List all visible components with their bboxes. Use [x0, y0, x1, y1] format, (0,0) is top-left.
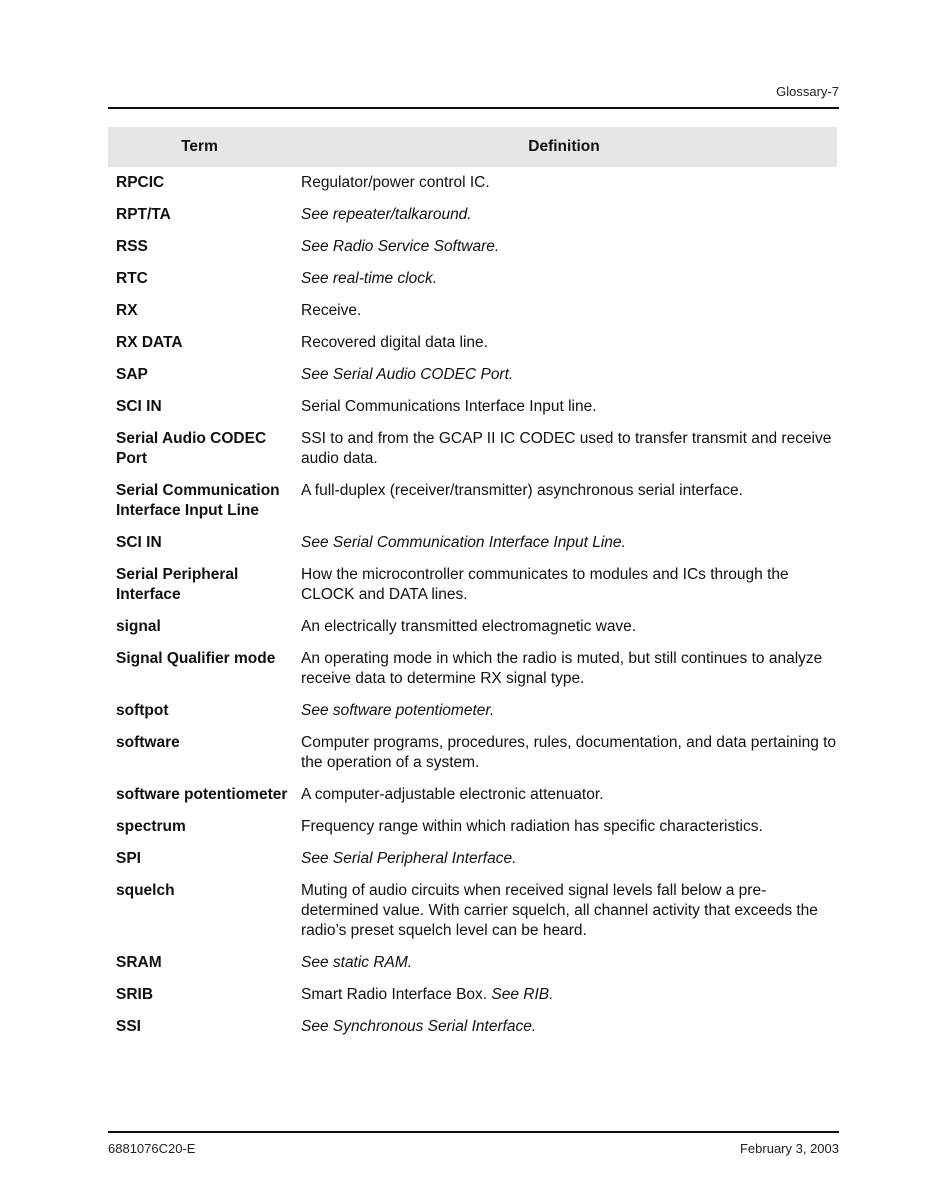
definition	[301, 301, 837, 321]
definition-reference: See Serial Communication Interface Input Line.	[301, 534, 626, 551]
definition-text: Smart Radio Interface Box.	[301, 986, 492, 1003]
glossary-row	[116, 301, 837, 321]
definition-text: Receive.	[301, 302, 362, 319]
term: spectrum	[116, 818, 186, 835]
glossary-row	[116, 365, 837, 385]
definition	[301, 849, 837, 869]
glossary-row	[116, 881, 837, 941]
definition	[301, 785, 837, 805]
glossary-row	[116, 269, 837, 289]
glossary-row	[116, 429, 837, 469]
definition	[301, 1017, 837, 1037]
term: SSI	[116, 1018, 141, 1035]
definition	[301, 205, 837, 225]
glossary-row	[116, 953, 837, 973]
definition	[301, 533, 837, 553]
definition-text: SSI to and from the GCAP II IC CODEC used to transfer transmit and receive audio data.	[301, 430, 832, 467]
definition	[301, 429, 837, 469]
term: SRAM	[116, 954, 162, 971]
glossary-table-body	[116, 173, 837, 1049]
footer-rule	[108, 1131, 839, 1133]
glossary-row	[116, 205, 837, 225]
column-header-term: Term	[181, 138, 218, 155]
glossary-row	[116, 817, 837, 837]
glossary-row	[116, 397, 837, 417]
glossary-row	[116, 481, 837, 521]
glossary-row	[116, 1017, 837, 1037]
publication-date: February 3, 2003	[739, 1141, 839, 1156]
definition	[301, 565, 837, 605]
definition-text: An electrically transmitted electromagnetic wave.	[301, 618, 637, 635]
definition-text: Regulator/power control IC.	[301, 174, 490, 191]
term: Signal Qualifier mode	[116, 650, 276, 667]
definition-reference: See Serial Peripheral Interface.	[301, 850, 517, 867]
definition	[301, 481, 837, 501]
definition-reference: See Serial Audio CODEC Port.	[301, 366, 514, 383]
term: RTC	[116, 270, 148, 287]
term: Serial Peripheral Interface	[116, 566, 239, 603]
definition	[301, 617, 837, 637]
term: SAP	[116, 366, 148, 383]
term: RX	[116, 302, 138, 319]
definition	[301, 365, 837, 385]
definition	[301, 173, 837, 193]
definition	[301, 733, 837, 773]
term: software	[116, 734, 180, 751]
definition-reference: See repeater/talkaround.	[301, 206, 472, 223]
term: Serial Communication Interface Input Line	[116, 482, 280, 519]
definition	[301, 985, 837, 1005]
definition	[301, 701, 837, 721]
definition	[301, 269, 837, 289]
glossary-row	[116, 649, 837, 689]
definition-reference: See software potentiometer.	[301, 702, 495, 719]
glossary-table-header	[108, 127, 837, 167]
definition-reference: See static RAM.	[301, 954, 413, 971]
definition	[301, 817, 837, 837]
definition	[301, 333, 837, 353]
glossary-row	[116, 533, 837, 553]
glossary-row	[116, 237, 837, 257]
definition-reference: See real-time clock.	[301, 270, 438, 287]
glossary-row	[116, 985, 837, 1005]
definition	[301, 953, 837, 973]
column-header-definition: Definition	[528, 138, 600, 155]
definition-reference: See Synchronous Serial Interface.	[301, 1018, 537, 1035]
term: RSS	[116, 238, 148, 255]
definition-text: Recovered digital data line.	[301, 334, 488, 351]
definition-text: Muting of audio circuits when received signal levels fall below a pre-determined value. With carrier squelch, all channel activity that exceeds the radio’s preset squelch level can be heard.	[301, 882, 818, 939]
glossary-row	[116, 173, 837, 193]
definition-text: Computer programs, procedures, rules, documentation, and data pertaining to the operation of a system.	[301, 734, 837, 771]
definition-text: An operating mode in which the radio is muted, but still continues to analyze receive data to determine RX signal type.	[301, 650, 823, 687]
term: RX DATA	[116, 334, 183, 351]
glossary-row	[116, 785, 837, 805]
definition	[301, 237, 837, 257]
term: RPCIC	[116, 174, 165, 191]
term: software potentiometer	[116, 786, 288, 803]
term: SCI IN	[116, 398, 162, 415]
term: softpot	[116, 702, 169, 719]
document-number: 6881076C20-E	[108, 1141, 196, 1156]
glossary-row	[116, 849, 837, 869]
definition	[301, 881, 837, 941]
header-rule	[108, 107, 839, 109]
glossary-row	[116, 565, 837, 605]
term: squelch	[116, 882, 175, 899]
definition-reference: See Radio Service Software.	[301, 238, 500, 255]
definition-text: Frequency range within which radiation has specific characteristics.	[301, 818, 763, 835]
term: SRIB	[116, 986, 154, 1003]
glossary-row	[116, 701, 837, 721]
definition-text: A computer-adjustable electronic attenuator.	[301, 786, 604, 803]
glossary-row	[116, 333, 837, 353]
definition-text: Serial Communications Interface Input line.	[301, 398, 597, 415]
definition-reference: See RIB.	[491, 986, 554, 1003]
glossary-row	[116, 617, 837, 637]
term: SCI IN	[116, 534, 162, 551]
page-label: Glossary-7	[776, 84, 839, 99]
definition	[301, 397, 837, 417]
definition-text: How the microcontroller communicates to modules and ICs through the CLOCK and DATA lines.	[301, 566, 789, 603]
definition-text: A full-duplex (receiver/transmitter) asynchronous serial interface.	[301, 482, 743, 499]
term: RPT/TA	[116, 206, 171, 223]
definition	[301, 649, 837, 689]
term: SPI	[116, 850, 141, 867]
term: signal	[116, 618, 161, 635]
term: Serial Audio CODEC Port	[116, 430, 267, 467]
glossary-row	[116, 733, 837, 773]
